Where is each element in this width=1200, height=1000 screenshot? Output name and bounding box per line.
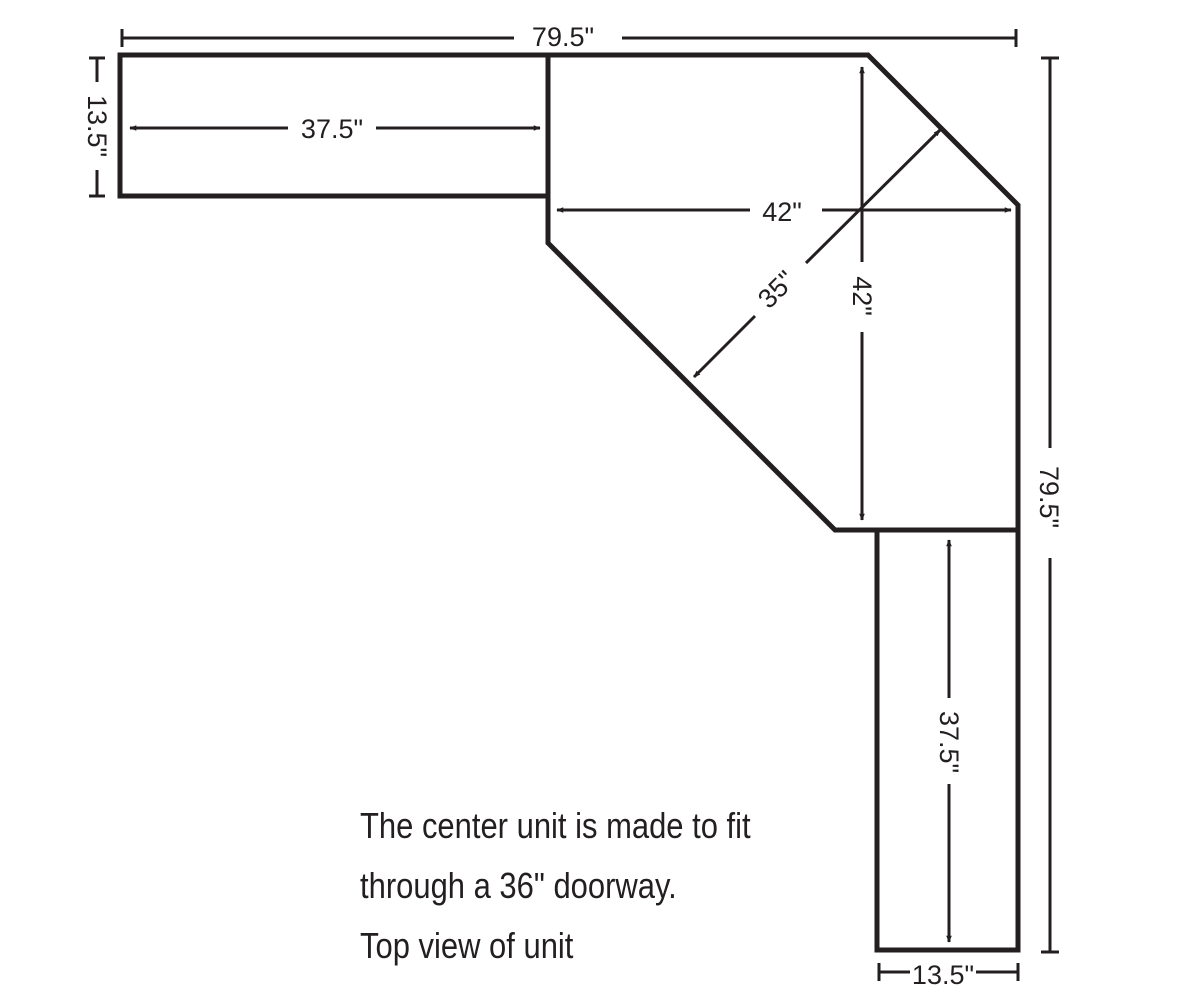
- left-depth-label: 13.5": [82, 94, 112, 158]
- bottom-depth-dimension: [879, 960, 1018, 990]
- right-length-label: 37.5": [934, 710, 964, 774]
- overall-width-label: 79.5": [531, 22, 595, 52]
- corner-diagonal-label: 35": [752, 265, 802, 315]
- right-length-dimension: [934, 540, 964, 942]
- corner-diagonal-dimension: [694, 130, 940, 377]
- diagram-notes: [360, 796, 751, 976]
- left-length-label: 37.5": [300, 114, 364, 144]
- corner-width-label: 42": [762, 197, 802, 227]
- corner-height-label: 42": [847, 276, 877, 316]
- corner-width-dimension: [557, 197, 1011, 227]
- corner-height-dimension: [847, 67, 877, 520]
- overall-height-dimension: [1034, 58, 1064, 952]
- overall-width-dimension: [122, 22, 1016, 52]
- note-line-2: through a 36" doorway.: [360, 865, 677, 906]
- overall-height-label: 79.5": [1034, 465, 1064, 529]
- left-length-dimension: [130, 114, 540, 144]
- note-line-3: Top view of unit: [360, 925, 574, 966]
- note-line-1: The center unit is made to fit: [360, 805, 751, 846]
- bottom-depth-label: 13.5": [911, 960, 975, 990]
- left-depth-dimension: [82, 58, 112, 196]
